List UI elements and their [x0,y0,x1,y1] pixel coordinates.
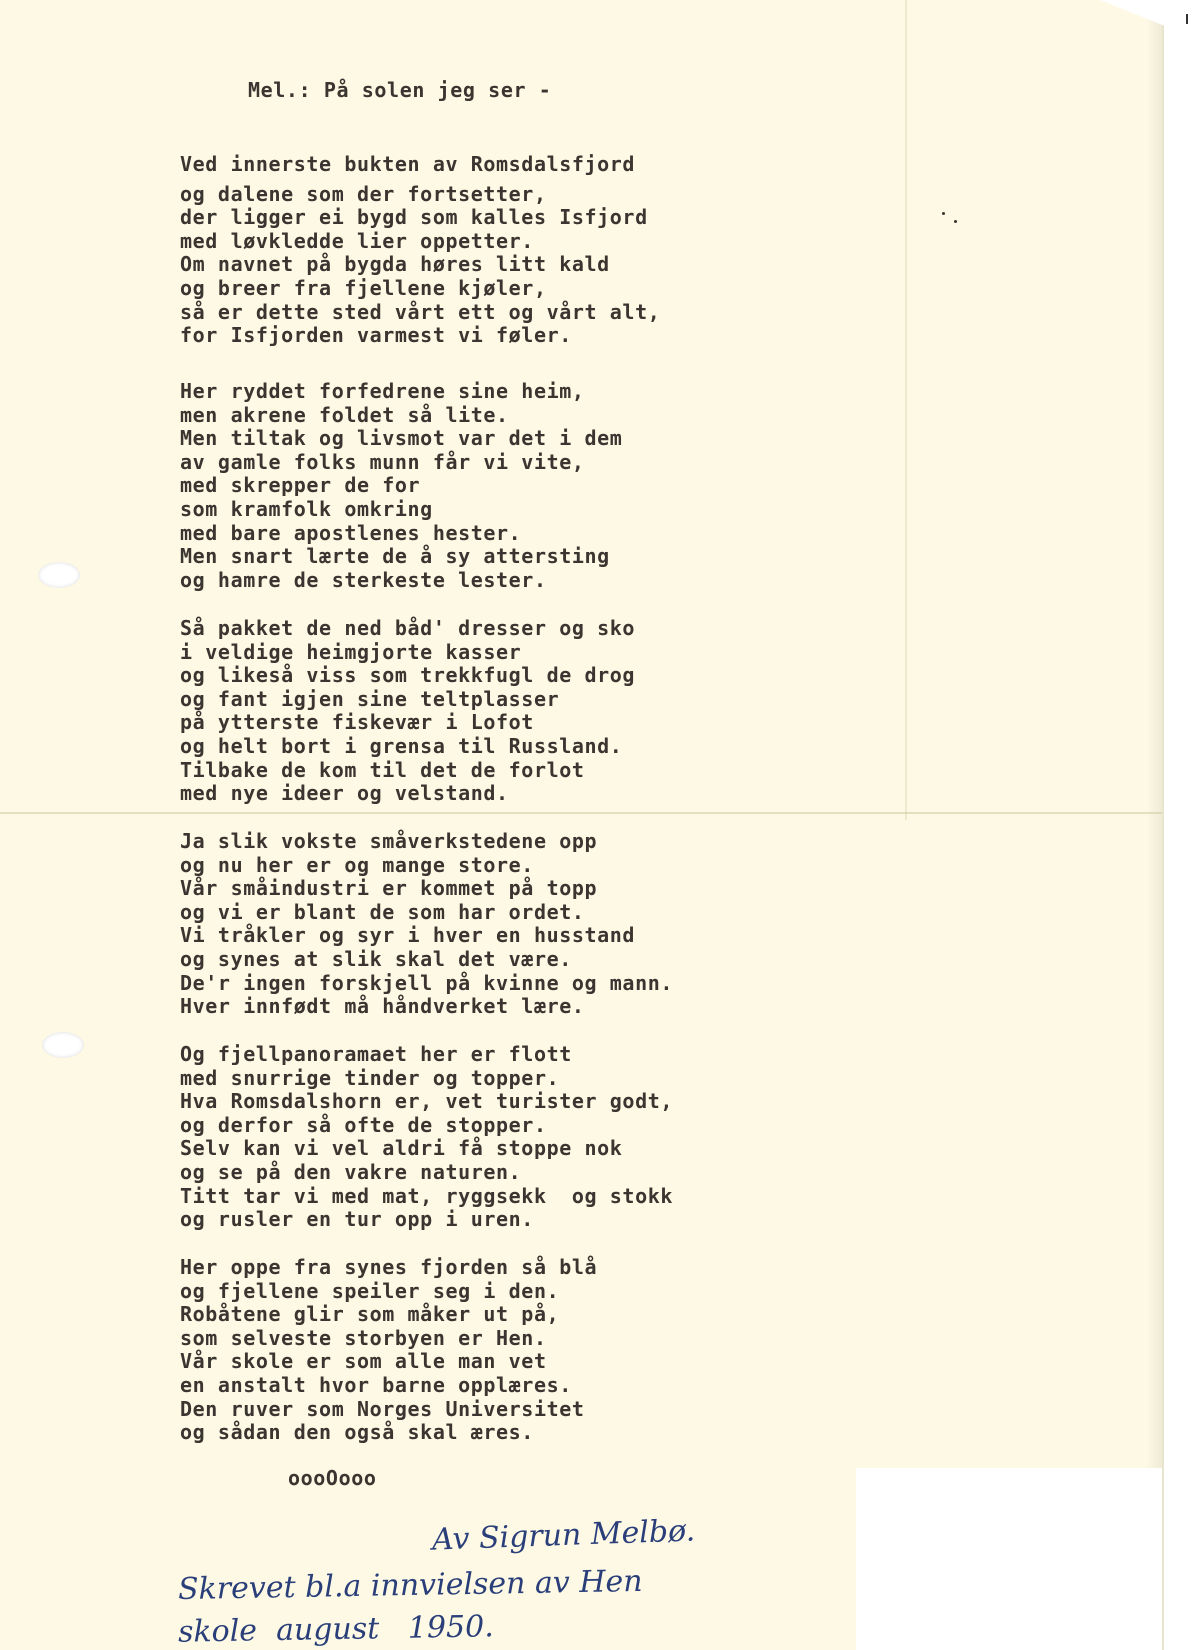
verse-line: og fjellene speiler seg i den. [180,1278,560,1303]
verse-line: men akrene foldet så lite. [180,402,509,427]
verse-line: for Isfjorden varmest vi føler. [180,323,572,348]
punch-hole-bottom [42,1032,84,1058]
verse-line: og se på den vakre naturen. [180,1159,522,1184]
verse-line: en anstalt hvor barne opplæres. [180,1372,572,1397]
verse-line: og nu her er og mange store. [180,852,534,877]
verse-line: med skrepper de for [180,473,421,498]
verse-line: Tilbake de kom til det de forlot [180,757,585,782]
punch-hole-top [38,562,80,588]
verse-line: Hva Romsdalshorn er, vet turister godt, [180,1089,673,1114]
verse-line: som kramfolk omkring [180,496,433,521]
handwritten-note-line-1: Skrevet bl.a innvielsen av Hen [177,1563,643,1608]
verse-line: og vi er blant de som har ordet. [180,899,585,924]
verse-line: Den ruver som Norges Universitet [180,1396,585,1421]
verse-line: og likeså viss som trekkfugl de drog [180,663,636,688]
verse-line: og derfor så ofte de stopper. [180,1112,547,1137]
verse-line: Vi tråkler og syr i hver en husstand [180,923,636,948]
verse-line: Så pakket de ned båd' dresser og sko [180,616,636,640]
verse-line: Robåtene glir som måker ut på, [180,1302,560,1327]
verse-line: som selveste storbyen er Hen. [180,1325,547,1350]
verse-line: Og fjellpanoramaet her er flott [180,1042,572,1066]
paper-edge-shadow [1146,0,1162,1650]
verse-2 [180,380,622,592]
handwritten-author: Av Sigrun Melbø. [431,1513,696,1558]
verse-line: Vår småindustri er kommet på topp [180,876,598,901]
verse-line: Ja slik vokste småverkstedene opp [180,829,598,853]
edge-mark [1186,14,1188,24]
verse-line: De'r ingen forskjell på kvinne og mann. [180,970,673,995]
fold-crease-vertical [905,0,907,820]
verse-line: Her oppe fra synes fjorden så blå [180,1255,598,1279]
verse-line: og sådan den også skal æres. [180,1420,534,1445]
melody-title: Mel.: På solen jeg ser - [248,78,552,102]
verse-line: og synes at slik skal det være. [180,946,572,971]
torn-corner [856,1468,1162,1650]
verse-line: med nye ideer og velstand. [180,781,509,806]
verse-line: Hver innfødt må håndverket lære. [180,994,585,1019]
verse-1 [180,153,660,348]
verse-line: og hamre de sterkeste lester. [180,567,547,592]
verse-line: med bare apostlenes hester. [180,520,522,545]
verse-line: Titt tar vi med mat, ryggsekk og stokk [180,1183,673,1208]
verse-line: og dalene som der fortsetter, [180,181,547,206]
verse-line: i veldige heimgjorte kasser [180,639,522,664]
verse-line: av gamle folks munn får vi vite, [180,449,585,474]
verse-3 [180,617,635,806]
verse-line: Om navnet på bygda høres litt kald [180,252,610,277]
verse-line: der ligger ei bygd som kalles Isfjord [180,205,648,230]
verse-line: og helt bort i grensa til Russland. [180,733,623,758]
verse-line: Her ryddet forfedrene sine heim, [180,379,585,403]
fold-crease-horizontal [0,812,1162,814]
verse-line: og breer fra fjellene kjøler, [180,275,547,300]
verse-line: så er dette sted vårt ett og vårt alt, [180,299,661,324]
verse-line: Selv kan vi vel aldri få stoppe nok [180,1136,623,1161]
verse-line: med snurrige tinder og topper. [180,1065,560,1090]
verse-line: på ytterste fiskevær i Lofot [180,710,534,735]
ink-specks [942,212,962,224]
verse-line: Men snart lærte de å sy attersting [180,544,610,569]
verse-line: Men tiltak og livsmot var det i dem [180,426,623,451]
handwritten-note-line-2: skole august 1950. [177,1609,495,1650]
verse-line: Ved innerste bukten av Romsdalsfjord [180,152,636,176]
verse-line: med løvkledde lier oppetter. [180,228,534,253]
verse-5 [180,1043,673,1232]
verse-4 [180,830,673,1019]
verse-line: og fant igjen sine teltplasser [180,686,560,711]
verse-line: og rusler en tur opp i uren. [180,1207,534,1232]
verse-6 [180,1256,597,1445]
verse-line: Vår skole er som alle man vet [180,1349,547,1374]
ending-mark: oooOooo [288,1466,377,1490]
